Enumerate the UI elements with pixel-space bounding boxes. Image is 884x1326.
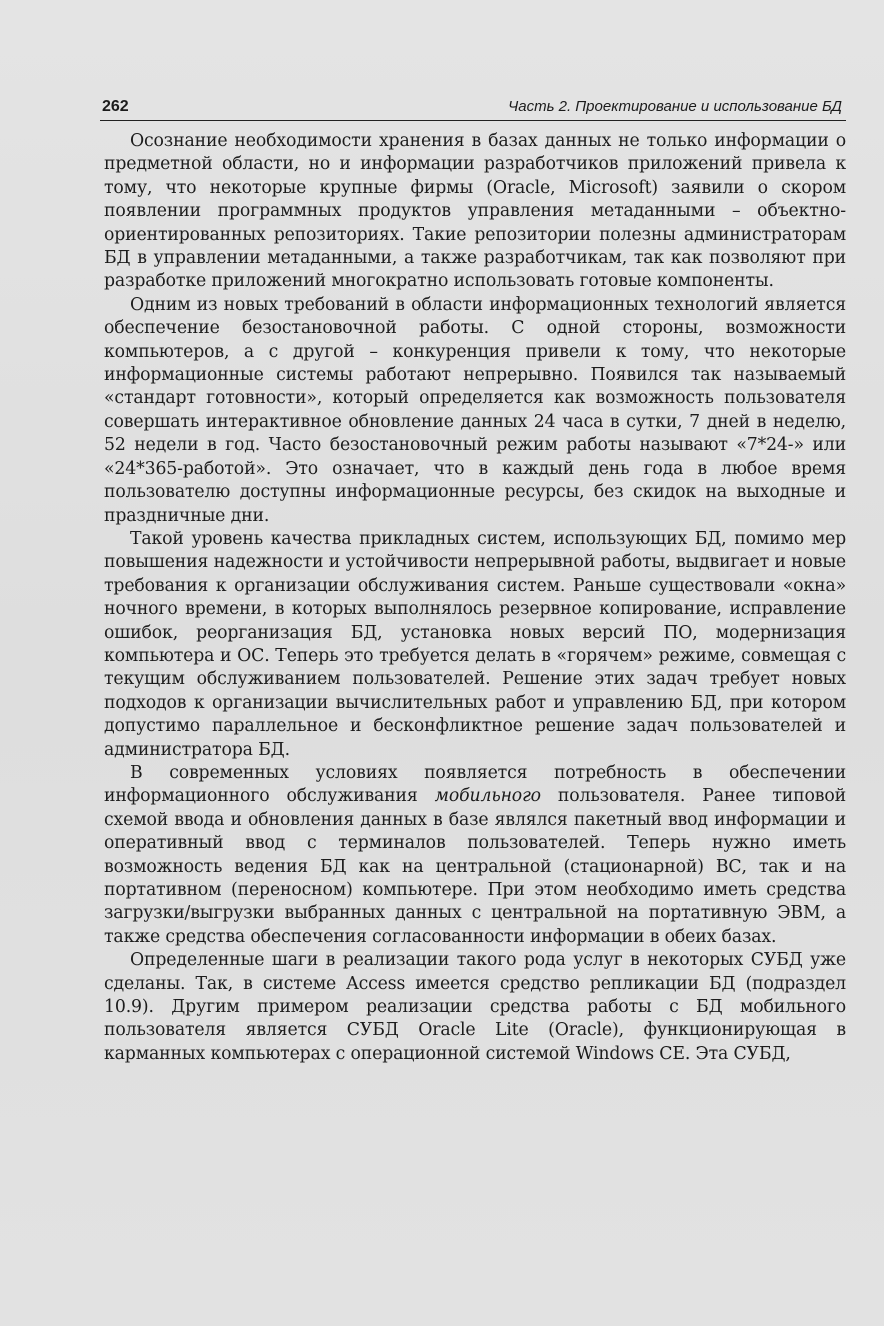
paragraph-nonstop-operation: Одним из новых требований в области информационных технологий является обеспечение безостановочной работы. С одной стороны, возможности компьютеров, а с другой – конкуренция привели к тому, что некоторые информационные системы работают непрерывно. Появился так называемый «стандарт готовности», который определяется как возможность пользователя совершать интерактивное обновление данных 24 часа в сутки, 7 дней в неделю, 52 недели в год. Часто безостановочный режим работы называют «7*24-» или «24*365-работой». Это означает, что в каждый день года в любое время пользователю доступны информационные ресурсы, без скидок на выходные и праздничные дни.	[104, 294, 846, 526]
page-number: 262	[102, 98, 129, 115]
paragraph-system-maintenance: Такой уровень качества прикладных систем, использующих БД, помимо мер повышения надежности и устойчивости непрерывной работы, выдвигает и новые требования к организации обслуживания систем. Раньше существовали «окна» ночного времени, в которых выполнялось резервное копирование, исправление ошибок, реорганизация БД, установка новых версий ПО, модернизация компьютера и ОС. Теперь это требуется делать в «горячем» режиме, совмещая с текущим обслуживанием пользователей. Решение этих задач требует новых подходов к организации вычислительных работ и управлению БД, при котором допустимо параллельное и бесконфликтное решение задач пользователей и администратора БД.	[104, 528, 846, 760]
paragraph-metadata-repositories: Осознание необходимости хранения в базах данных не только информации о предметной области, но и информации разработчиков приложений привела к тому, что некоторые крупные фирмы (Oracle, Microsoft) заявили о скором появлении программных продуктов управления метаданными – объектно-ориентированных репозиториях. Такие репозитории полезны администраторам БД в управлении метаданными, а также разработчикам, так как позволяют при разработке приложений многократно использовать готовые компоненты.	[104, 131, 846, 292]
paragraph-mobile-user	[104, 762, 846, 949]
page-header	[100, 96, 846, 121]
paragraph-mobile-user-part-1: В современных условиях появляется потребность в обеспечении информационного обслуживания	[104, 762, 846, 807]
running-title: Часть 2. Проектирование и использование БД	[508, 98, 842, 115]
emphasized-word: мобильного	[434, 786, 541, 807]
body-text	[104, 130, 846, 1066]
paragraph-replication-tools: Определенные шаги в реализации такого рода услуг в некоторых СУБД уже сделаны. Так, в системе Access имеется средство репликации БД (подраздел 10.9). Другим примером реализации средства работы с БД мобильного пользователя является СУБД Oracle Lite (Oracle), функционирующая в карманных компьютерах с операционной системой Windows CE. Эта СУБД,	[104, 950, 846, 1064]
paragraph-mobile-user-part-2: пользователя. Ранее типовой схемой ввода и обновления данных в базе являлся пакетный ввод информации и оперативный ввод с терминалов пользователей. Теперь нужно иметь возможность ведения БД как на центральной (стационарной) ВС, так и на портативном (переносном) компьютере. При этом необходимо иметь средства загрузки/выгрузки выбранных данных с центральной на портативную ЭВМ, а также средства обеспечения согласованности информации в обеих базах.	[104, 786, 846, 947]
